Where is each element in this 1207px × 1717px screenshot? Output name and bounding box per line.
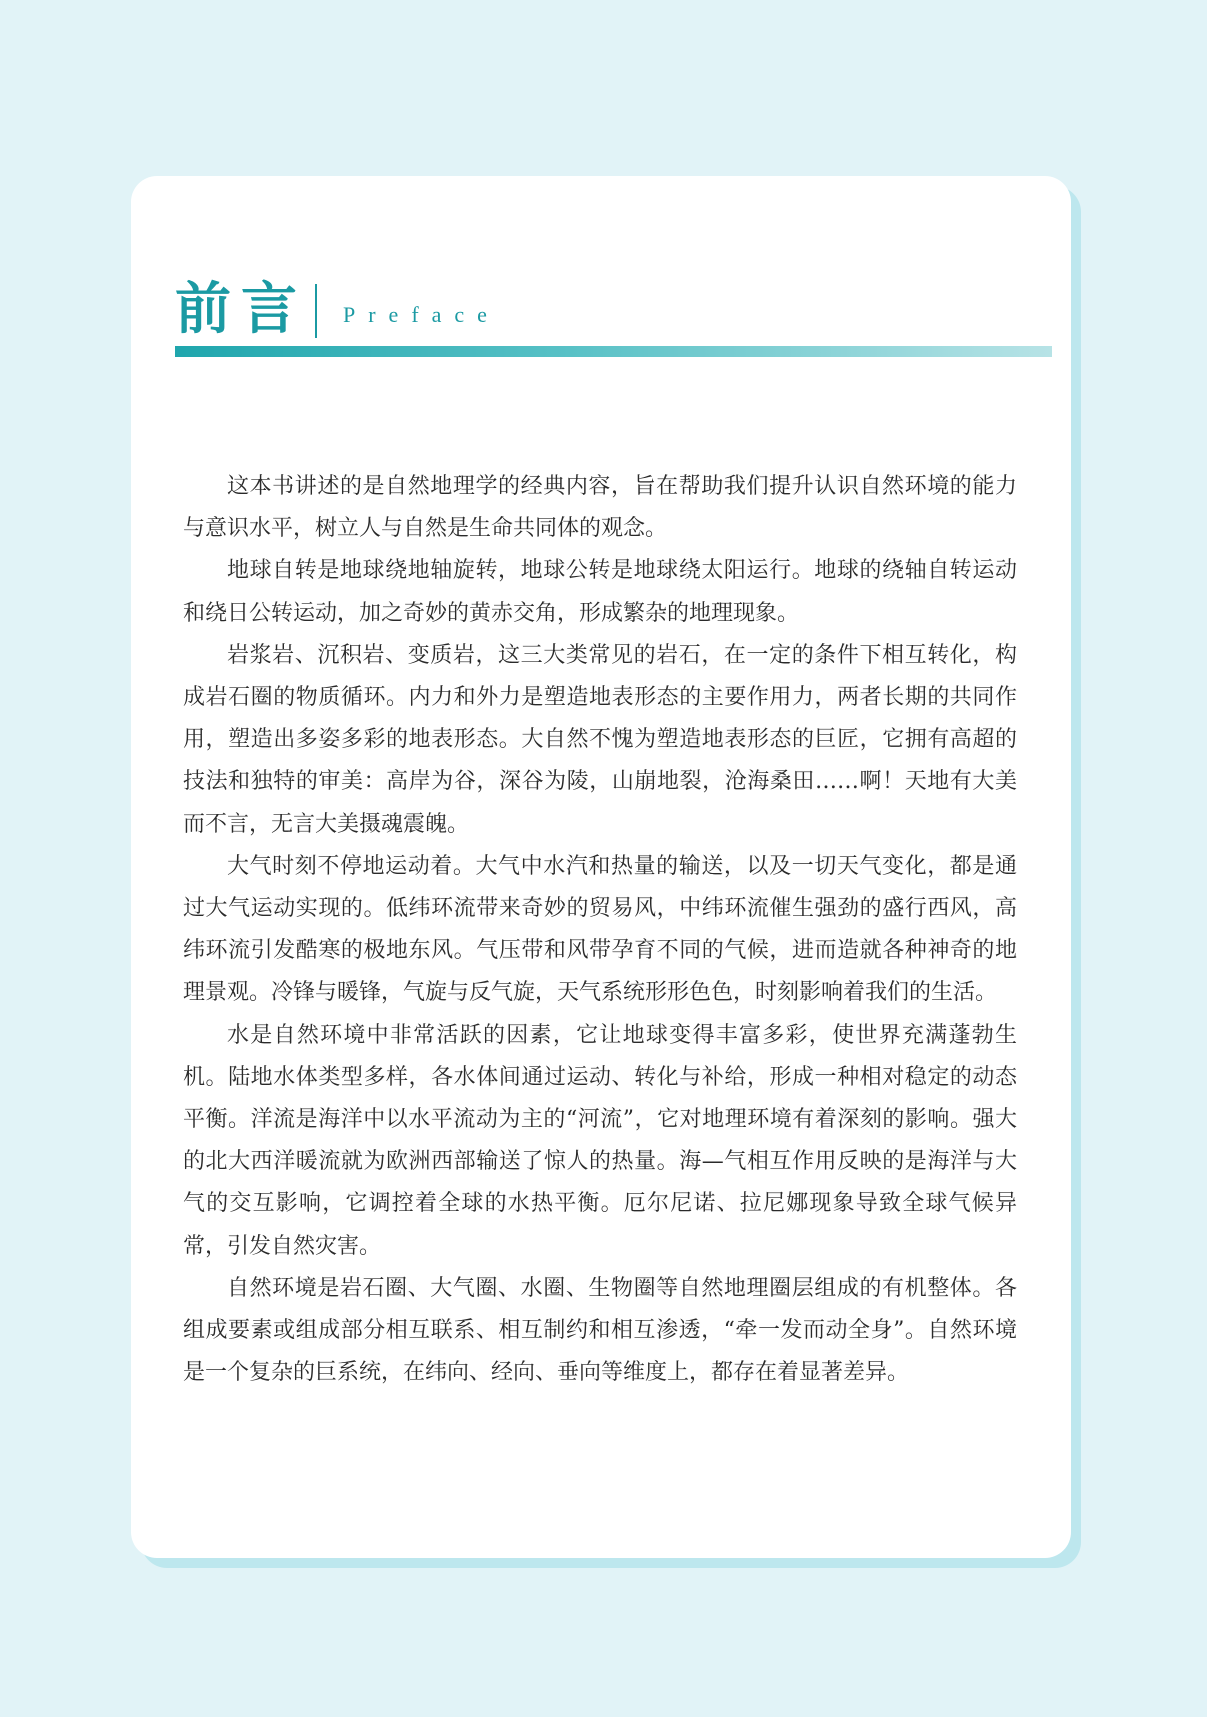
page-subtitle: Preface: [343, 302, 500, 327]
page-title: 前言: [175, 276, 307, 342]
preface-body: [183, 466, 1017, 1394]
preface-header: [175, 276, 1005, 342]
title-divider: [315, 284, 317, 338]
paragraph: 自然环境是岩石圈、大气圈、水圈、生物圈等自然地理圈层组成的有机整体。各组成要素或组成部分相互联系、相互制约和相互渗透，“牵一发而动全身”。自然环境是一个复杂的巨系统，在纬向、经向、垂向等维度上，都存在着显著差异。: [183, 1275, 1017, 1386]
header-underline-bar: [175, 346, 1052, 357]
preface-card: [131, 176, 1071, 1558]
paragraph: 这本书讲述的是自然地理学的经典内容，旨在帮助我们提升认识自然环境的能力与意识水平，树立人与自然是生命共同体的观念。: [183, 474, 1017, 542]
paragraph: 大气时刻不停地运动着。大气中水汽和热量的输送，以及一切天气变化，都是通过大气运动实现的。低纬环流带来奇妙的贸易风，中纬环流催生强劲的盛行西风，高纬环流引发酷寒的极地东风。气压带和风带孕育不同的气候，进而造就各种神奇的地理景观。冷锋与暖锋，气旋与反气旋，天气系统形形色色，时刻影响着我们的生活。: [183, 853, 1017, 1006]
paragraph: 岩浆岩、沉积岩、变质岩，这三大类常见的岩石，在一定的条件下相互转化，构成岩石圈的物质循环。内力和外力是塑造地表形态的主要作用力，两者长期的共同作用，塑造出多姿多彩的地表形态。大自然不愧为塑造地表形态的巨匠，它拥有高超的技法和独特的审美：高岸为谷，深谷为陵，山崩地裂，沧海桑田……啊！天地有大美而不言，无言大美摄魂震魄。: [183, 642, 1017, 837]
paragraph: 地球自转是地球绕地轴旋转，地球公转是地球绕太阳运行。地球的绕轴自转运动和绕日公转运动，加之奇妙的黄赤交角，形成繁杂的地理现象。: [183, 558, 1017, 626]
paragraph: 水是自然环境中非常活跃的因素，它让地球变得丰富多彩，使世界充满蓬勃生机。陆地水体类型多样，各水体间通过运动、转化与补给，形成一种相对稳定的动态平衡。洋流是海洋中以水平流动为主的“河流”，它对地理环境有着深刻的影响。强大的北大西洋暖流就为欧洲西部输送了惊人的热量。海—气相互作用反映的是海洋与大气的交互影响，它调控着全球的水热平衡。厄尔尼诺、拉尼娜现象导致全球气候异常，引发自然灾害。: [183, 1022, 1017, 1259]
